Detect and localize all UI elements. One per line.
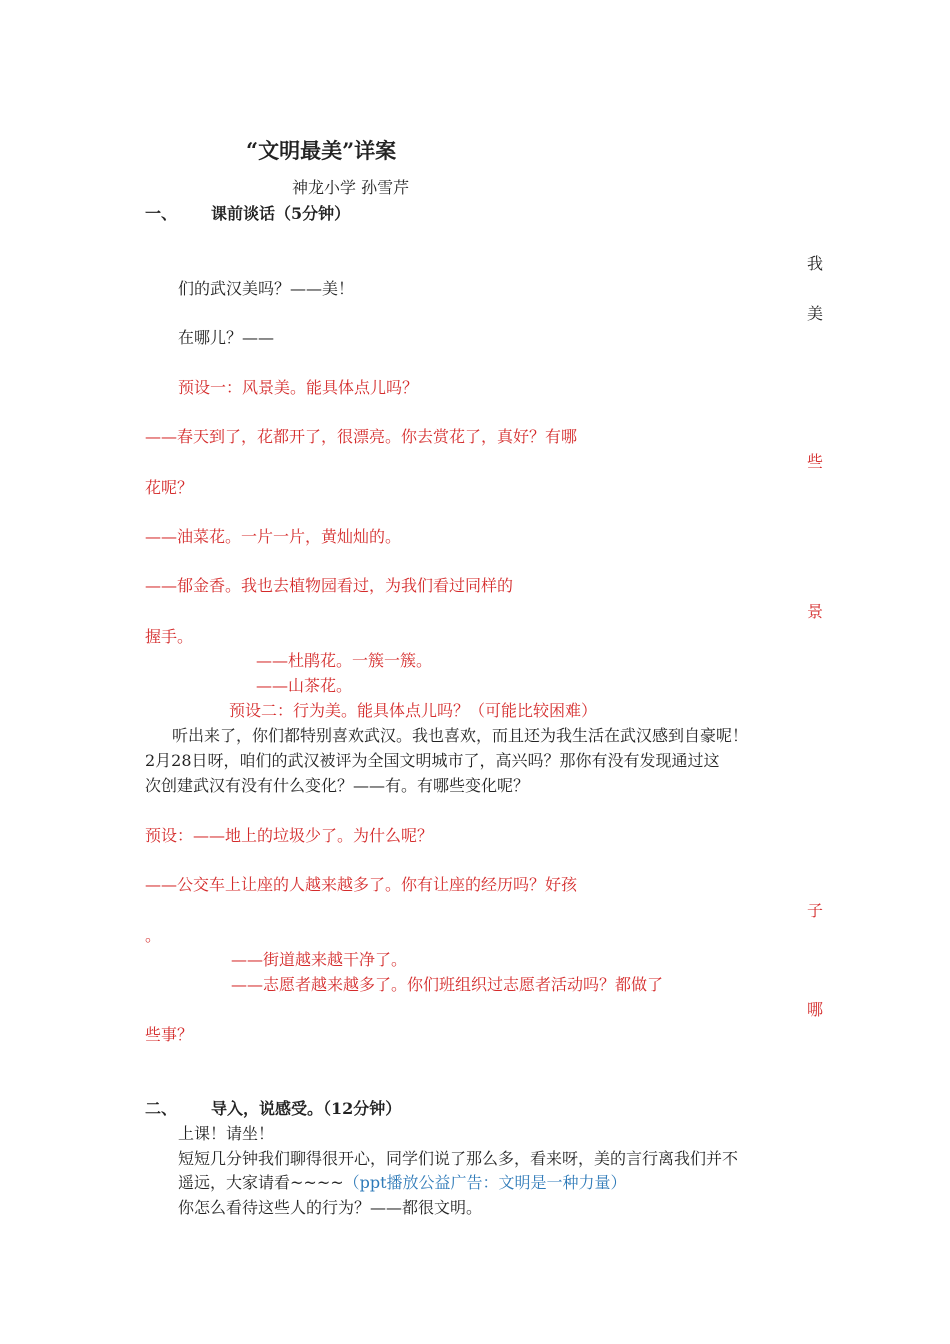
section-2-title: 导入，说感受。（12分钟） bbox=[211, 1099, 402, 1118]
response-continuation: 。 bbox=[145, 926, 162, 945]
preset-2: 预设二：行为美。能具体点儿吗？（可能比较困难） bbox=[229, 701, 598, 720]
paragraph-line: 上课！请坐！ bbox=[178, 1124, 275, 1143]
preset-3: 预设：——地上的垃圾少了。为什么呢？ bbox=[145, 826, 434, 845]
response-right-char: 些 bbox=[807, 452, 824, 471]
section-2-number: 二、 bbox=[145, 1099, 178, 1118]
response-line: ——杜鹃花。一簇一簇。 bbox=[256, 651, 433, 670]
paragraph-line: 们的武汉美吗？——美！ bbox=[178, 279, 355, 298]
paragraph-line: 短短几分钟我们聊得很开心，同学们说了那么多，看来呀，美的言行离我们并不 bbox=[178, 1149, 739, 1168]
response-continuation: 花呢？ bbox=[145, 478, 194, 497]
response-line: ——街道越来越干净了。 bbox=[231, 950, 408, 969]
paragraph-line bbox=[178, 1173, 627, 1193]
ppt-note: （ppt播放公益广告：文明是一种力量） bbox=[343, 1173, 627, 1192]
response-line: ——山茶花。 bbox=[256, 676, 353, 695]
paragraph-line: 在哪儿？—— bbox=[178, 328, 275, 347]
paragraph-line: 次创建武汉有没有什么变化？——有。有哪些变化呢？ bbox=[145, 776, 530, 795]
text-run: 遥远，大家请看~~~~ bbox=[178, 1173, 344, 1192]
paragraph-line: 听出来了，你们都特别喜欢武汉。我也喜欢，而且还为我生活在武汉感到自豪呢！ bbox=[172, 726, 749, 745]
response-line: ——春天到了，花都开了，很漂亮。你去赏花了，真好？有哪 bbox=[145, 427, 578, 446]
response-continuation: 些事？ bbox=[145, 1025, 194, 1044]
response-right-char: 哪 bbox=[807, 1000, 824, 1019]
doc-title: “文明最美”详案 bbox=[246, 138, 397, 163]
response-right-char: 景 bbox=[807, 602, 824, 621]
response-line: ——公交车上让座的人越来越多了。你有让座的经历吗？好孩 bbox=[145, 875, 578, 894]
response-line: ——志愿者越来越多了。你们班组织过志愿者活动吗？都做了 bbox=[231, 975, 664, 994]
paragraph-right-char: 美 bbox=[807, 304, 824, 323]
paragraph-line: 2月28日呀，咱们的武汉被评为全国文明城市了，高兴吗？那你有没有发现通过这 bbox=[145, 751, 720, 770]
response-line: ——油菜花。一片一片，黄灿灿的。 bbox=[145, 527, 402, 546]
section-1-number: 一、 bbox=[145, 204, 178, 223]
preset-1: 预设一：风景美。能具体点儿吗？ bbox=[178, 378, 419, 397]
paragraph-line: 你怎么看待这些人的行为？——都很文明。 bbox=[178, 1198, 483, 1217]
response-line: ——郁金香。我也去植物园看过，为我们看过同样的 bbox=[145, 576, 514, 595]
response-right-char: 子 bbox=[807, 901, 824, 920]
paragraph-right-char: 我 bbox=[807, 254, 824, 273]
doc-author: 神龙小学 孙雪芹 bbox=[292, 178, 410, 197]
response-continuation: 握手。 bbox=[145, 627, 194, 646]
section-1-title: 课前谈话（5分钟） bbox=[211, 204, 351, 223]
